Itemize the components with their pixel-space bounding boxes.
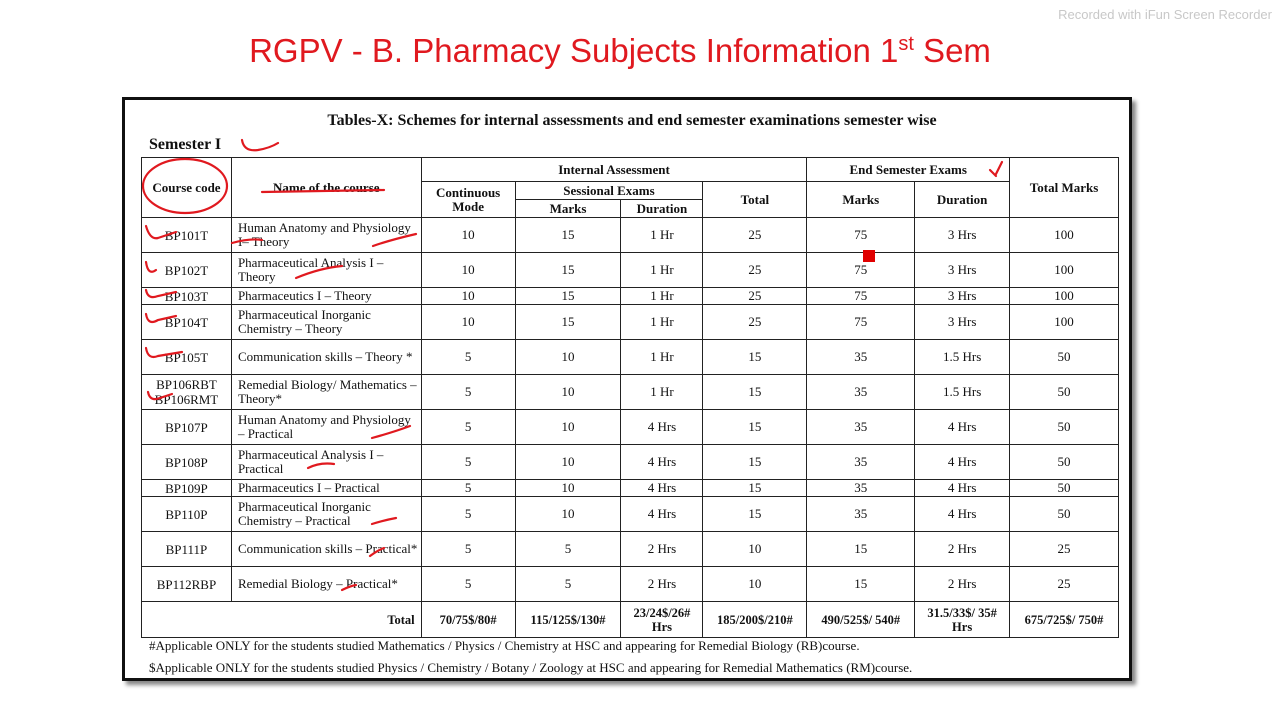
ia-total-cell: 10: [703, 532, 807, 567]
course-name-cell: Pharmaceutical Inorganic Chemistry – Theory: [231, 305, 421, 340]
end-duration-cell: 2 Hrs: [915, 532, 1010, 567]
total-total-marks: 675/725$/ 750#: [1010, 602, 1119, 638]
ia-total-cell: 15: [703, 445, 807, 480]
sessional-marks-cell: 10: [515, 480, 621, 497]
course-code-cell: BP110P: [142, 497, 232, 532]
course-code-cell: BP111P: [142, 532, 232, 567]
recorder-watermark: Recorded with iFun Screen Recorder: [1058, 7, 1272, 22]
total-marks-cell: 100: [1010, 288, 1119, 305]
total-continuous-mode: 70/75$/80#: [421, 602, 515, 638]
ia-total-cell: 25: [703, 218, 807, 253]
sessional-duration-cell: 1 Hr: [621, 305, 703, 340]
header-course-name: Name of the course: [231, 158, 421, 218]
sessional-marks-cell: 10: [515, 410, 621, 445]
course-name-cell: Remedial Biology – Practical*: [231, 567, 421, 602]
end-duration-cell: 4 Hrs: [915, 410, 1010, 445]
end-duration-cell: 1.5 Hrs: [915, 375, 1010, 410]
total-sessional-marks: 115/125$/130#: [515, 602, 621, 638]
sessional-marks-cell: 10: [515, 445, 621, 480]
course-name-cell: Pharmaceutical Analysis I – Practical: [231, 445, 421, 480]
document-image: [122, 97, 1132, 681]
course-name-cell: Pharmaceutics I – Theory: [231, 288, 421, 305]
total-ia-total: 185/200$/210#: [703, 602, 807, 638]
course-name-cell: Communication skills – Theory *: [231, 340, 421, 375]
slide-title-sup: st: [898, 33, 914, 55]
end-marks-cell: 75: [807, 288, 915, 305]
course-name-cell: Communication skills – Practical*: [231, 532, 421, 567]
header-ia-total: Total: [703, 182, 807, 218]
sessional-duration-cell: 1 Hr: [621, 253, 703, 288]
continuous-mode-cell: 5: [421, 480, 515, 497]
end-duration-cell: 4 Hrs: [915, 497, 1010, 532]
total-marks-cell: 50: [1010, 480, 1119, 497]
course-code-cell: BP104T: [142, 305, 232, 340]
sessional-marks-cell: 10: [515, 340, 621, 375]
ia-total-cell: 15: [703, 480, 807, 497]
ia-total-cell: 15: [703, 410, 807, 445]
header-continuous-mode: Continuous Mode: [421, 182, 515, 218]
end-marks-cell: 15: [807, 532, 915, 567]
sessional-duration-cell: 1 Hr: [621, 288, 703, 305]
continuous-mode-cell: 5: [421, 445, 515, 480]
course-name-cell: Human Anatomy and Physiology I– Theory: [231, 218, 421, 253]
semester-label: Semester I: [149, 136, 222, 153]
end-duration-cell: 4 Hrs: [915, 480, 1010, 497]
header-total-marks: Total Marks: [1010, 158, 1119, 218]
continuous-mode-cell: 5: [421, 375, 515, 410]
continuous-mode-cell: 10: [421, 305, 515, 340]
end-duration-cell: 3 Hrs: [915, 218, 1010, 253]
continuous-mode-cell: 5: [421, 497, 515, 532]
header-end-duration: Duration: [915, 182, 1010, 218]
end-duration-cell: 1.5 Hrs: [915, 340, 1010, 375]
ia-total-cell: 25: [703, 253, 807, 288]
table-heading: Tables-X: Schemes for internal assessments and end semester examinations semester wise: [327, 112, 937, 129]
course-name-cell: Human Anatomy and Physiology – Practical: [231, 410, 421, 445]
end-duration-cell: 4 Hrs: [915, 445, 1010, 480]
continuous-mode-cell: 10: [421, 288, 515, 305]
table-row: [142, 288, 1119, 305]
sessional-duration-cell: 4 Hrs: [621, 445, 703, 480]
sessional-duration-cell: 1 Hr: [621, 340, 703, 375]
header-sessional-marks: Marks: [515, 200, 621, 218]
end-marks-cell: 75: [807, 253, 915, 288]
total-marks-cell: 50: [1010, 410, 1119, 445]
header-sessional-exams: Sessional Exams: [515, 182, 703, 200]
total-row: [142, 602, 1119, 638]
table-row: [142, 532, 1119, 567]
sessional-duration-cell: 4 Hrs: [621, 480, 703, 497]
end-duration-cell: 2 Hrs: [915, 567, 1010, 602]
slide-title-tail: Sem: [913, 32, 991, 69]
continuous-mode-cell: 5: [421, 410, 515, 445]
sessional-marks-cell: 15: [515, 288, 621, 305]
end-marks-cell: 35: [807, 340, 915, 375]
end-duration-cell: 3 Hrs: [915, 288, 1010, 305]
ia-total-cell: 15: [703, 375, 807, 410]
end-marks-cell: 35: [807, 445, 915, 480]
table-row: [142, 253, 1119, 288]
total-marks-cell: 50: [1010, 445, 1119, 480]
total-sessional-duration: 23/24$/26# Hrs: [621, 602, 703, 638]
course-code-cell: BP106RBT BP106RMT: [142, 375, 232, 410]
course-code-cell: BP108P: [142, 445, 232, 480]
sessional-marks-cell: 10: [515, 375, 621, 410]
slide-title-main: RGPV - B. Pharmacy Subjects Information 1: [249, 32, 899, 69]
header-internal-assessment: Internal Assessment: [421, 158, 807, 182]
table-row: [142, 305, 1119, 340]
total-marks-cell: 25: [1010, 532, 1119, 567]
ia-total-cell: 15: [703, 340, 807, 375]
header-sessional-duration: Duration: [621, 200, 703, 218]
end-marks-cell: 35: [807, 375, 915, 410]
course-code-cell: BP102T: [142, 253, 232, 288]
table-row: [142, 480, 1119, 497]
header-end-semester-exams: End Semester Exams: [807, 158, 1010, 182]
end-marks-cell: 75: [807, 218, 915, 253]
sessional-duration-cell: 2 Hrs: [621, 567, 703, 602]
total-marks-cell: 50: [1010, 497, 1119, 532]
ia-total-cell: 25: [703, 288, 807, 305]
course-code-cell: BP109P: [142, 480, 232, 497]
continuous-mode-cell: 5: [421, 340, 515, 375]
course-name-cell: Remedial Biology/ Mathematics – Theory*: [231, 375, 421, 410]
course-code-cell: BP103T: [142, 288, 232, 305]
course-name-cell: Pharmaceutical Inorganic Chemistry – Practical: [231, 497, 421, 532]
sessional-marks-cell: 5: [515, 567, 621, 602]
ia-total-cell: 25: [703, 305, 807, 340]
header-end-marks: Marks: [807, 182, 915, 218]
total-marks-cell: 50: [1010, 340, 1119, 375]
sessional-marks-cell: 15: [515, 253, 621, 288]
end-marks-cell: 15: [807, 567, 915, 602]
ia-total-cell: 15: [703, 497, 807, 532]
end-marks-cell: 35: [807, 410, 915, 445]
sessional-marks-cell: 15: [515, 218, 621, 253]
table-row: [142, 497, 1119, 532]
total-marks-cell: 100: [1010, 305, 1119, 340]
end-duration-cell: 3 Hrs: [915, 305, 1010, 340]
continuous-mode-cell: 5: [421, 532, 515, 567]
table-row: [142, 445, 1119, 480]
course-code-cell: BP112RBP: [142, 567, 232, 602]
end-marks-cell: 35: [807, 497, 915, 532]
end-marks-cell: 75: [807, 305, 915, 340]
total-marks-cell: 100: [1010, 218, 1119, 253]
end-marks-cell: 35: [807, 480, 915, 497]
scheme-table: [141, 157, 1119, 638]
sessional-duration-cell: 1 Hr: [621, 375, 703, 410]
continuous-mode-cell: 5: [421, 567, 515, 602]
table-row: [142, 410, 1119, 445]
total-end-marks: 490/525$/ 540#: [807, 602, 915, 638]
course-code-cell: BP107P: [142, 410, 232, 445]
table-row: [142, 567, 1119, 602]
course-name-cell: Pharmaceutical Analysis I – Theory: [231, 253, 421, 288]
table-row: [142, 218, 1119, 253]
slide-title: [0, 32, 1240, 70]
sessional-duration-cell: 4 Hrs: [621, 497, 703, 532]
sessional-duration-cell: 2 Hrs: [621, 532, 703, 567]
table-row: [142, 375, 1119, 410]
total-marks-cell: 25: [1010, 567, 1119, 602]
sessional-duration-cell: 1 Hr: [621, 218, 703, 253]
total-marks-cell: 50: [1010, 375, 1119, 410]
sessional-marks-cell: 5: [515, 532, 621, 567]
continuous-mode-cell: 10: [421, 253, 515, 288]
footnote-dollar: $Applicable ONLY for the students studied Physics / Chemistry / Botany / Zoology at HSC and appearing for Remedial Mathematics (RM)course.: [149, 660, 913, 675]
ia-total-cell: 10: [703, 567, 807, 602]
total-end-duration: 31.5/33$/ 35# Hrs: [915, 602, 1010, 638]
course-code-cell: BP105T: [142, 340, 232, 375]
sessional-marks-cell: 10: [515, 497, 621, 532]
sessional-duration-cell: 4 Hrs: [621, 410, 703, 445]
total-label: Total: [142, 602, 422, 638]
header-course-code: Course code: [142, 158, 232, 218]
course-name-cell: Pharmaceutics I – Practical: [231, 480, 421, 497]
table-row: [142, 340, 1119, 375]
course-code-cell: BP101T: [142, 218, 232, 253]
sessional-marks-cell: 15: [515, 305, 621, 340]
footnote-hash: #Applicable ONLY for the students studied Mathematics / Physics / Chemistry at HSC and appearing for Remedial Biology (RB)course.: [149, 638, 860, 653]
continuous-mode-cell: 10: [421, 218, 515, 253]
total-marks-cell: 100: [1010, 253, 1119, 288]
end-duration-cell: 3 Hrs: [915, 253, 1010, 288]
